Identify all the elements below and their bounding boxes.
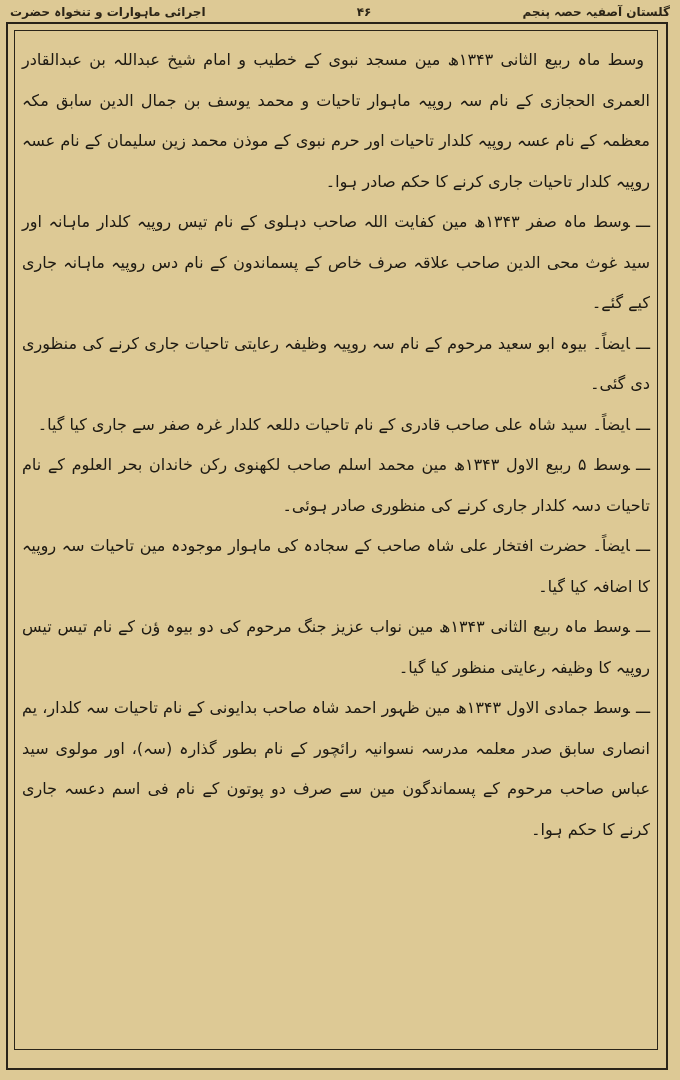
paragraph-text: ایضاً۔ بیوہ ابو سعید مرحوم کے نام سہ روپیہ وظیفہ رعایتی تاحیات جاری کرنے کی منظوری دی گئی۔	[22, 333, 650, 393]
body-text	[22, 40, 650, 850]
paragraph-dash: ـــ	[635, 333, 650, 353]
paragraph-dash: ـــ	[635, 617, 651, 636]
paragraph-text: وسط ماہ صفر ۱۳۴۳ھ مین کفایت اللہ صاحب دہلوی کے نام تیس روپیہ کلدار ماہانہ اور سید غوث محی الدین صاحب علاقہ صرف خاص کے پسماندون کے نام دس روپیہ ماہانہ جاری کیے گئے۔	[22, 212, 650, 312]
paragraph-text: ایضاً۔ سید شاہ علی صاحب قادری کے نام تاحیات دللعہ کلدار غرہ صفر سے جاری کیا گیا۔	[37, 414, 630, 434]
paragraph-dash: ـــ	[635, 536, 650, 555]
paragraph-text: وسط ماہ ربیع الثانی ۱۳۴۳ھ مین مسجد نبوی کے خطیب و امام شیخ عبداللہ بن عبدالقادر العمری الحجازی کے نام سہ روپیہ ماہوار تاحیات و محمد یوسف بن جمال الدین سابق مکہ معظمہ کے نام عسہ روپیہ کلدار تاحیات اور حرم نبوی کے موذن محمد زین سلیمان کے نام عسہ روپیہ کلدار تاحیات جاری کرنے کا حکم صادر ہوا۔	[22, 50, 650, 191]
paragraph-text: وسط جمادی الاول ۱۳۴۳ھ مین ظہور احمد شاہ صاحب بدایونی کے نام تاحیات سہ کلدار، یم انصاری سابق صدر معلمہ مدرسہ نسوانیہ رائچور کے نام بطور گذارہ (سہ)، اور مولوی سید عباس صاحب مرحوم کے پسماندگون مین سے صرف دو پوتون کے نام فی اسم دعسہ جاری کرنے کا حکم ہوا۔	[22, 698, 650, 839]
paragraph	[22, 324, 650, 405]
paragraph	[22, 526, 650, 607]
page-number: ۴۶	[356, 5, 372, 19]
paragraph	[22, 607, 650, 688]
header-book-title: گلستان آصفیہ حصہ پنجم	[522, 5, 670, 19]
paragraph-text: وسط ماہ ربیع الثانی ۱۳۴۳ھ مین نواب عزیز جنگ مرحوم کی دو بیوہ ؤن کے نام تیس تیس روپیہ کا وظیفہ رعایتی منظور کیا گیا۔	[22, 617, 650, 677]
paragraph-dash: ـــ	[635, 455, 651, 474]
paragraph-dash: ـــ	[635, 212, 650, 231]
paragraph	[22, 688, 650, 850]
paragraph	[22, 445, 650, 526]
paragraph	[22, 40, 650, 202]
paragraph	[22, 202, 650, 324]
paragraph-text: وسط ۵ ربیع الاول ۱۳۴۳ھ مین محمد اسلم صاحب لکھنوی رکن خاندان بحر العلوم کے نام تاحیات دسہ کلدار جاری کرنے کی منظوری صادر ہوئی۔	[22, 455, 650, 515]
header-section-title: اجرائی ماہوارات و تنخواہ حضرت	[10, 5, 206, 19]
paragraph-dash: ـــ	[635, 698, 651, 717]
paragraph-dash: ـــ	[635, 414, 650, 434]
paragraph	[22, 405, 650, 446]
running-header	[10, 4, 670, 20]
paragraph-text: ایضاً۔ حضرت افتخار علی شاہ صاحب کے سجادہ کی ماہوار موجودہ مین تاحیات سہ روپیہ کا اضافہ کیا گیا۔	[22, 536, 650, 596]
